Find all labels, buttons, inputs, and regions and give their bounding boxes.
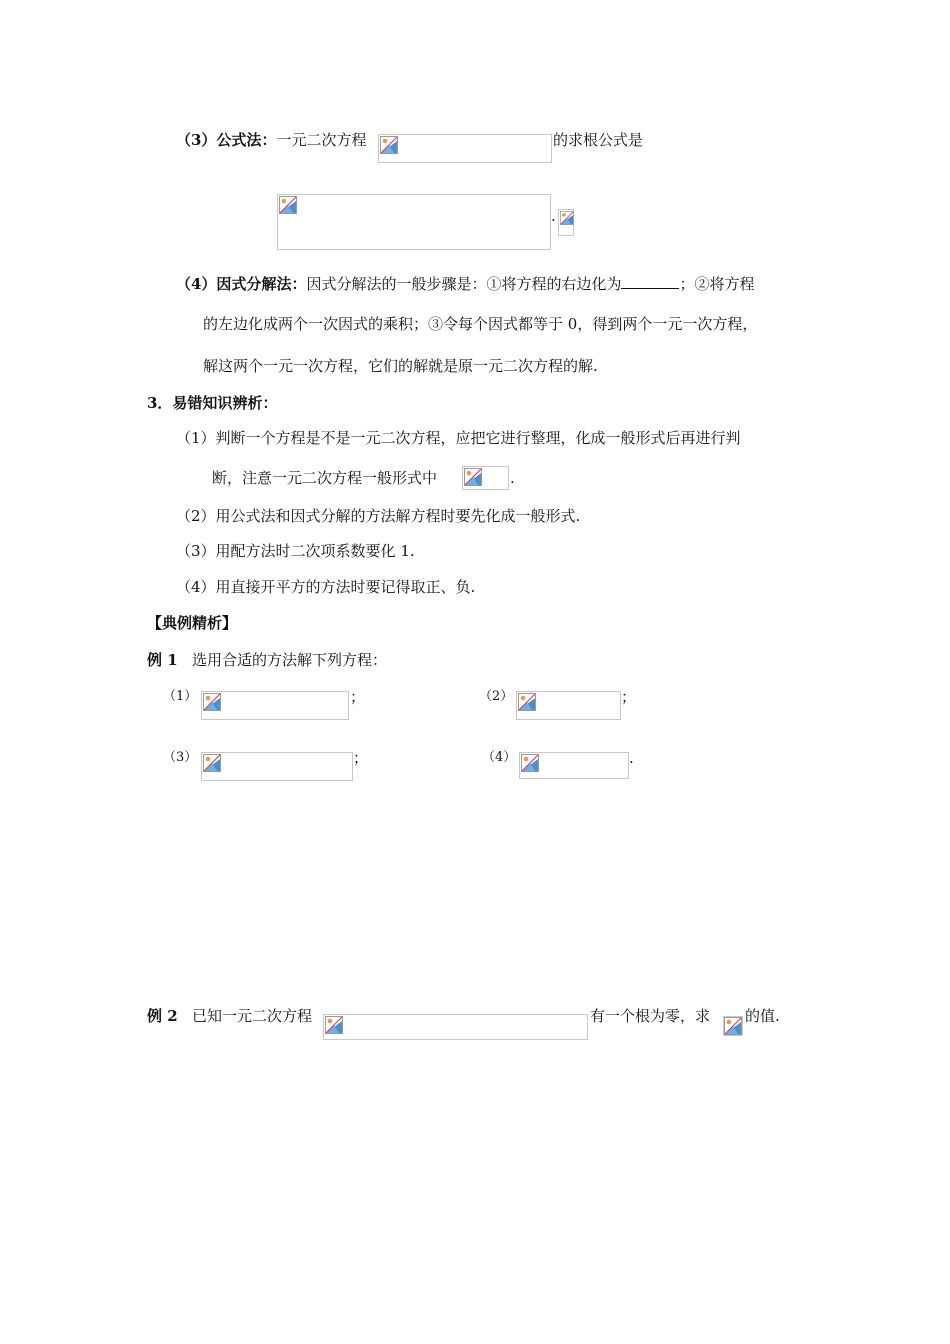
example2-text-after: 的值.: [745, 1007, 780, 1025]
condition-image-placeholder: [558, 209, 574, 236]
broken-image-icon: [724, 1017, 742, 1035]
broken-image-icon: [380, 136, 398, 154]
example1-item3-end: ；: [353, 749, 369, 767]
example1-item2-end: ；: [621, 688, 637, 706]
errors-item1-line1: （1）判断一个方程是不是一元二次方程，应把它进行整理，化成一般形式后再进行判: [176, 429, 741, 447]
factor-method-line2: 的左边化成两个一次因式的乘积；③令每个因式都等于 0，得到两个一元一次方程，: [203, 315, 758, 333]
broken-image-icon: [203, 693, 221, 711]
examples-heading: 【典例精析】: [147, 614, 238, 632]
broken-image-icon: [518, 693, 536, 711]
formula-text-after: 的求根公式是: [553, 131, 644, 149]
example2-text-middle: 有一个根为零，求: [590, 1007, 711, 1025]
fill-in-blank: [621, 274, 679, 289]
formula-text-before: 一元二次方程: [276, 131, 367, 149]
example1-item2-equation-placeholder: [516, 691, 621, 720]
factor-line1-before: 因式分解法的一般步骤是：①将方程的右边化为: [306, 275, 622, 293]
example1-item4-end: .: [629, 749, 634, 767]
factor-method-line1: [176, 274, 754, 294]
coefficient-image-placeholder: [462, 466, 509, 490]
example1-item3-num: （3）: [163, 750, 198, 765]
formula-method-line: [176, 130, 366, 150]
equation-image-placeholder: [378, 134, 552, 163]
errors-item1-line2-before: 断，注意一元二次方程一般形式中: [212, 469, 438, 487]
formula-method-label: （3）公式法：: [176, 131, 277, 149]
factor-method-line3: 解这两个一元一次方程，它们的解就是原一元二次方程的解.: [203, 357, 598, 375]
factor-line1-after: ；②将方程: [679, 275, 755, 293]
formula-period: .: [551, 207, 556, 225]
example1-item4-equation-placeholder: [519, 752, 629, 779]
example1-line: [147, 650, 387, 670]
quadratic-formula-image-placeholder: [277, 194, 551, 250]
errors-item4: （4）用直接开平方的方法时要记得取正、负.: [176, 578, 476, 596]
errors-item3: （3）用配方法时二次项系数要化 1.: [176, 542, 415, 560]
errors-item1-line2-after: .: [510, 469, 515, 487]
example2-text-before: 已知一元二次方程: [191, 1007, 312, 1025]
example2-variable-placeholder: [723, 1016, 743, 1036]
broken-image-icon: [203, 754, 221, 772]
example1-item1-equation-placeholder: [201, 691, 349, 720]
broken-image-icon: [521, 754, 539, 772]
example1-item2-num: （2）: [479, 689, 514, 704]
broken-image-icon: [279, 196, 297, 214]
example2-equation-placeholder: [323, 1014, 588, 1040]
errors-item2: （2）用公式法和因式分解的方法解方程时要先化成一般形式.: [176, 507, 581, 525]
factor-method-label: （4）因式分解法：: [176, 275, 307, 293]
broken-image-icon: [560, 211, 574, 225]
broken-image-icon: [325, 1016, 343, 1034]
example1-item1-end: ；: [350, 688, 366, 706]
example1-label: 例 1: [147, 651, 178, 669]
example2-line-start: [147, 1006, 312, 1026]
errors-heading: 3．易错知识辨析：: [147, 394, 278, 412]
example1-item3-equation-placeholder: [201, 752, 353, 781]
example1-text: 选用合适的方法解下列方程：: [191, 651, 387, 669]
example1-item4-num: （4）: [482, 750, 517, 765]
broken-image-icon: [464, 468, 482, 486]
example1-item1-num: （1）: [163, 689, 198, 704]
example2-label: 例 2: [147, 1007, 178, 1025]
